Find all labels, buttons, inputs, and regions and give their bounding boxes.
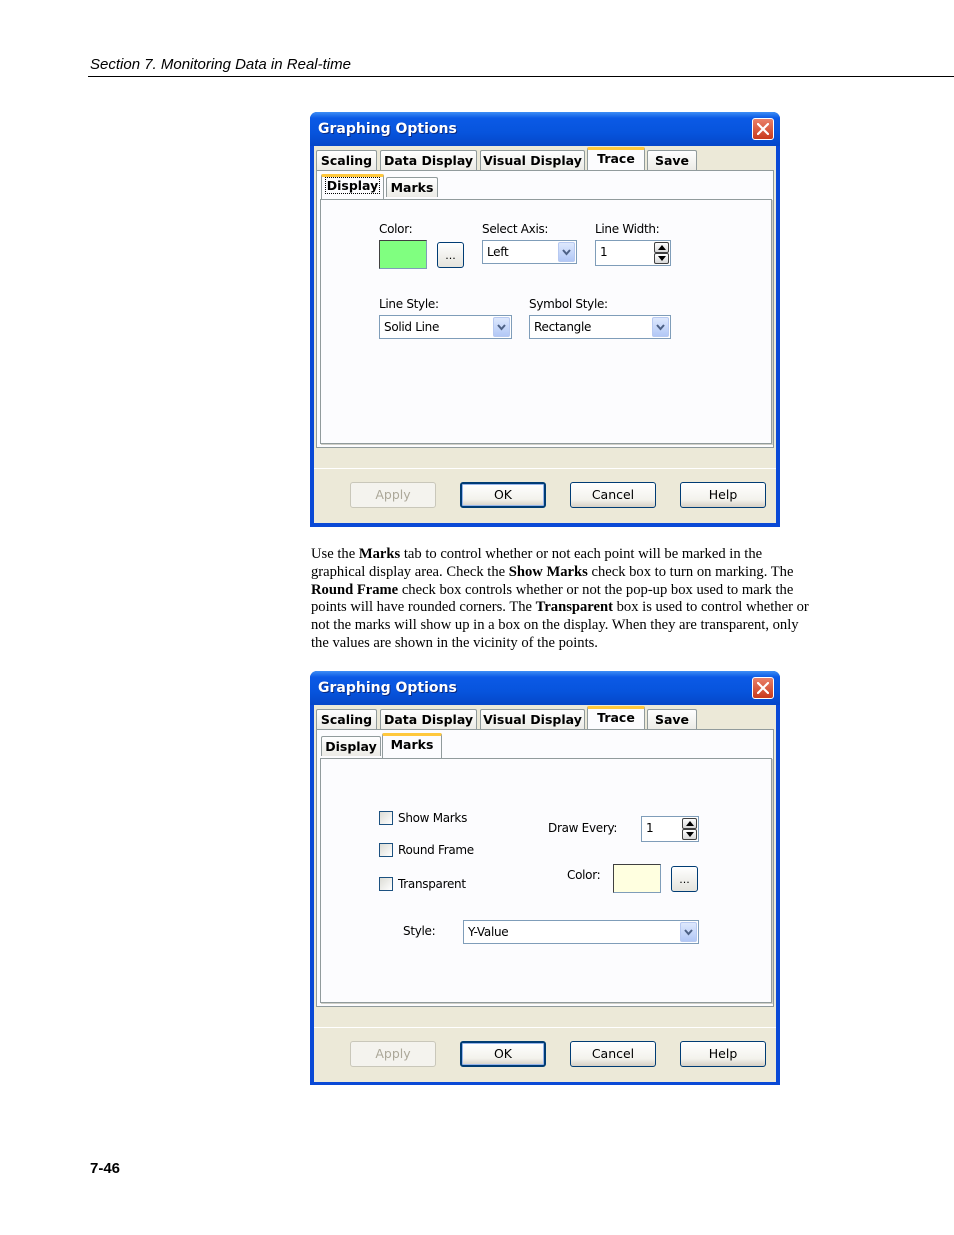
text-run: check box to turn on marking. The [587, 563, 794, 580]
page-number: 7-46 [90, 1160, 121, 1177]
tab-panel [316, 729, 774, 1007]
text-run: box is used to control whether or not the marks will show up in a box on the display. When they are transparent, only the values are shown in the vicinity of the points. [311, 599, 809, 651]
spin-down-button[interactable] [654, 253, 669, 264]
spin-down-button[interactable] [682, 829, 697, 840]
dropdown-arrow[interactable] [680, 922, 697, 942]
select-axis-value: Left [487, 245, 509, 259]
graphing-options-dialog-display [310, 112, 780, 527]
symbol-style-dropdown[interactable] [529, 315, 671, 339]
subtab-marks[interactable]: Marks [386, 177, 438, 197]
show-marks-checkbox[interactable] [379, 811, 393, 825]
line-width-value: 1 [600, 245, 608, 259]
style-dropdown[interactable] [463, 920, 699, 944]
help-button[interactable]: Help [680, 482, 766, 508]
subtab-display-label: Display [326, 178, 379, 193]
style-label: Style: [403, 924, 436, 938]
text-run: check box controls whether or not the pop-up box used to mark the points will have rounded corners. The [311, 581, 794, 616]
round-frame-label: Round Frame [398, 843, 474, 857]
title-bar[interactable] [310, 112, 780, 146]
header-rule [88, 76, 954, 77]
symbol-style-value: Rectangle [534, 320, 592, 334]
dialog-client-area [314, 146, 776, 523]
close-icon [757, 682, 769, 694]
subtab-display[interactable]: Display [321, 736, 381, 756]
line-width-label: Line Width: [595, 222, 660, 236]
tab-scaling[interactable]: Scaling [316, 150, 377, 170]
text-bold: Transparent [535, 599, 613, 616]
select-axis-dropdown[interactable] [482, 240, 577, 264]
ok-button[interactable]: OK [460, 482, 546, 508]
title-bar[interactable] [310, 671, 780, 705]
marks-color-swatch[interactable] [613, 864, 661, 893]
tab-trace[interactable]: Trace [587, 706, 645, 729]
spin-down-icon [658, 256, 666, 261]
select-axis-label: Select Axis: [482, 222, 549, 236]
tab-save[interactable]: Save [647, 150, 697, 170]
transparent-label: Transparent [398, 877, 466, 891]
chevron-down-icon [497, 324, 506, 331]
line-width-spinner[interactable] [595, 240, 671, 266]
tab-visual-display[interactable]: Visual Display [480, 150, 585, 170]
tab-save[interactable]: Save [647, 709, 697, 729]
transparent-checkbox[interactable] [379, 877, 393, 891]
subtab-marks[interactable]: Marks [382, 733, 442, 758]
draw-every-spinner[interactable] [641, 816, 699, 842]
draw-every-value: 1 [646, 821, 654, 835]
text-bold: Marks [358, 546, 401, 562]
draw-every-label: Draw Every: [548, 821, 618, 835]
line-style-dropdown[interactable] [379, 315, 512, 339]
text-bold: Show Marks [508, 563, 588, 580]
close-icon [757, 123, 769, 135]
color-label: Color: [567, 868, 601, 882]
color-label: Color: [379, 222, 413, 236]
subtab-panel [320, 758, 772, 1003]
trace-color-swatch[interactable] [379, 240, 427, 269]
dialog-title: Graphing Options [318, 121, 457, 137]
ok-button[interactable]: OK [460, 1041, 546, 1067]
spin-up-button[interactable] [682, 818, 697, 829]
cancel-button[interactable]: Cancel [570, 1041, 656, 1067]
close-button[interactable] [752, 677, 774, 699]
text-bold: Round Frame [311, 581, 399, 598]
dialog-client-area [314, 705, 776, 1082]
apply-button[interactable]: Apply [350, 482, 436, 508]
line-style-label: Line Style: [379, 297, 439, 311]
divider [314, 1027, 776, 1028]
tab-panel [316, 170, 774, 448]
dialog-title: Graphing Options [318, 680, 457, 696]
color-picker-button[interactable]: ... [671, 866, 698, 892]
text-run: Use the [311, 546, 359, 562]
style-value: Y-Value [468, 925, 509, 939]
divider [314, 468, 776, 469]
text-run: tab to control whether or not each point will be marked in the graphical display area. Check the [311, 546, 763, 580]
symbol-style-label: Symbol Style: [529, 297, 608, 311]
apply-button[interactable]: Apply [350, 1041, 436, 1067]
close-button[interactable] [752, 118, 774, 140]
subtab-display[interactable] [321, 174, 384, 199]
spin-up-icon [686, 821, 694, 826]
tab-visual-display[interactable]: Visual Display [480, 709, 585, 729]
dropdown-arrow[interactable] [493, 317, 510, 337]
tab-data-display[interactable]: Data Display [380, 709, 477, 729]
help-button[interactable]: Help [680, 1041, 766, 1067]
chevron-down-icon [562, 249, 571, 256]
section-header: Section 7. Monitoring Data in Real-time [90, 56, 351, 73]
tab-scaling[interactable]: Scaling [316, 709, 377, 729]
show-marks-label: Show Marks [398, 811, 468, 825]
spin-down-icon [686, 832, 694, 837]
color-picker-button[interactable]: ... [437, 242, 464, 268]
round-frame-checkbox[interactable] [379, 843, 393, 857]
graphing-options-dialog-marks [310, 671, 780, 1085]
subtab-panel [320, 199, 772, 444]
chevron-down-icon [684, 929, 693, 936]
chevron-down-icon [656, 324, 665, 331]
tab-trace[interactable]: Trace [587, 147, 645, 170]
spin-up-icon [658, 245, 666, 250]
cancel-button[interactable]: Cancel [570, 482, 656, 508]
body-paragraph [311, 546, 811, 653]
dropdown-arrow[interactable] [652, 317, 669, 337]
spin-up-button[interactable] [654, 242, 669, 253]
dropdown-arrow[interactable] [558, 242, 575, 262]
line-style-value: Solid Line [384, 320, 440, 334]
tab-data-display[interactable]: Data Display [380, 150, 477, 170]
